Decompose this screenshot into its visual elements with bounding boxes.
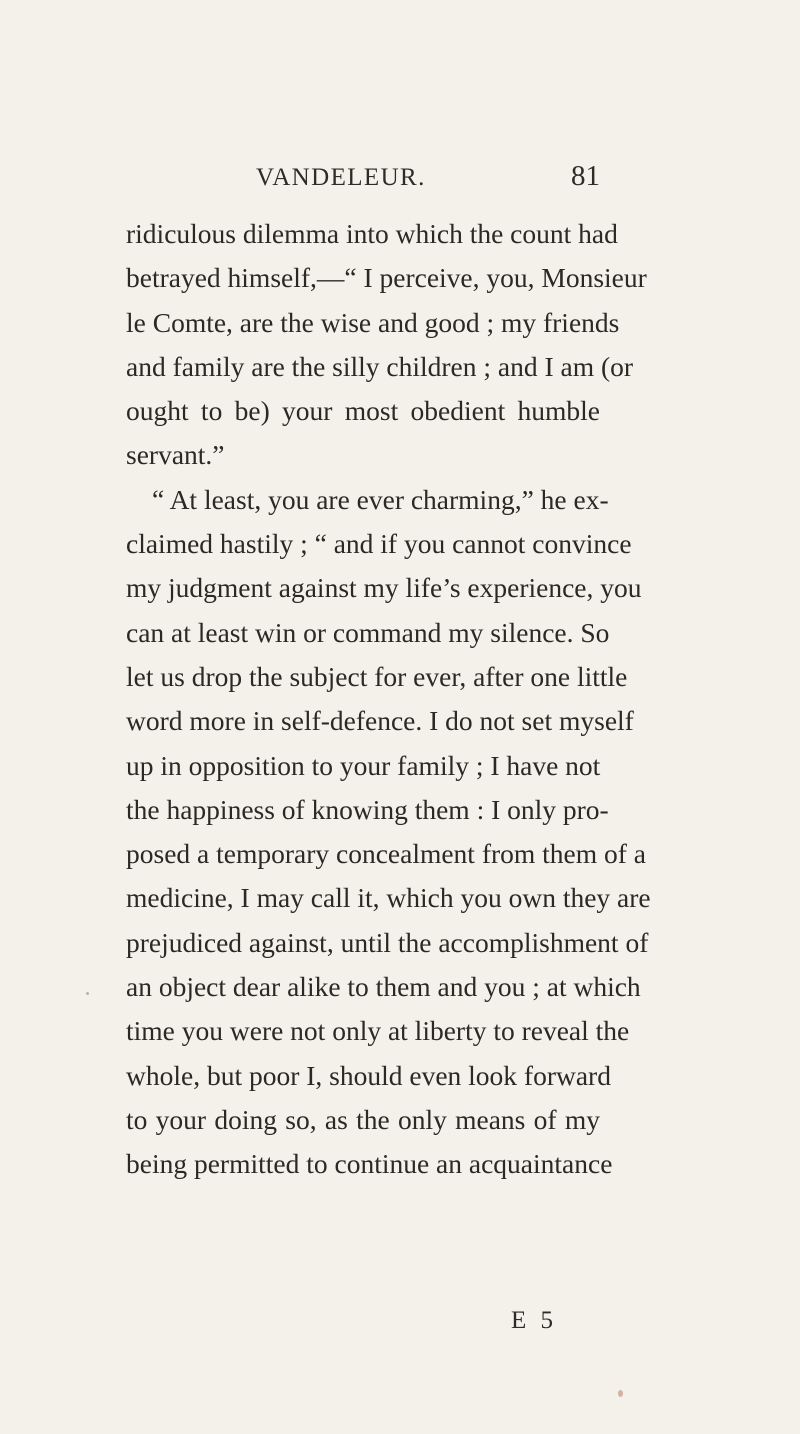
text-line: being permitted to continue an acquaintance bbox=[126, 1148, 613, 1180]
text-line: whole, but poor I, should even look forward bbox=[126, 1059, 611, 1091]
text-line: an object dear alike to them and you ; at which bbox=[126, 971, 641, 1003]
text-line: word more in self-defence. I do not set myself bbox=[126, 705, 634, 737]
text-line: betrayed himself,—“ I perceive, you, Monsieur bbox=[126, 262, 647, 294]
signature-mark: E 5 bbox=[511, 1307, 558, 1334]
text-line: my judgment against my life’s experience, you bbox=[126, 572, 642, 604]
text-line: the happiness of knowing them : I only pro- bbox=[126, 793, 609, 825]
text-line: can at least win or command my silence. So bbox=[126, 616, 610, 648]
text-line: ought to be) your most obedient humble bbox=[126, 395, 600, 427]
body-text bbox=[126, 212, 651, 1187]
text-line: “ At least, you are ever charming,” he ex- bbox=[152, 483, 609, 515]
text-line: claimed hastily ; “ and if you cannot convince bbox=[126, 528, 632, 560]
text-line: servant.” bbox=[126, 439, 225, 471]
running-title: VANDELEUR. bbox=[256, 164, 426, 191]
text-line: prejudiced against, until the accomplishment of bbox=[126, 926, 649, 958]
running-head bbox=[256, 160, 600, 196]
margin-speck bbox=[86, 992, 89, 995]
text-line: let us drop the subject for ever, after one little bbox=[126, 660, 628, 692]
page-number: 81 bbox=[571, 160, 600, 192]
text-line: time you were not only at liberty to reveal the bbox=[126, 1015, 630, 1047]
paper-stain bbox=[618, 1390, 623, 1397]
text-line: medicine, I may call it, which you own they are bbox=[126, 882, 651, 914]
text-line: ridiculous dilemma into which the count had bbox=[126, 218, 618, 249]
text-line: and family are the silly children ; and I am (or bbox=[126, 350, 634, 382]
text-line: to your doing so, as the only means of my bbox=[126, 1103, 600, 1135]
text-line: posed a temporary concealment from them of a bbox=[126, 838, 647, 870]
text-line: le Comte, are the wise and good ; my friends bbox=[126, 306, 620, 338]
text-line: up in opposition to your family ; I have not bbox=[126, 749, 601, 781]
